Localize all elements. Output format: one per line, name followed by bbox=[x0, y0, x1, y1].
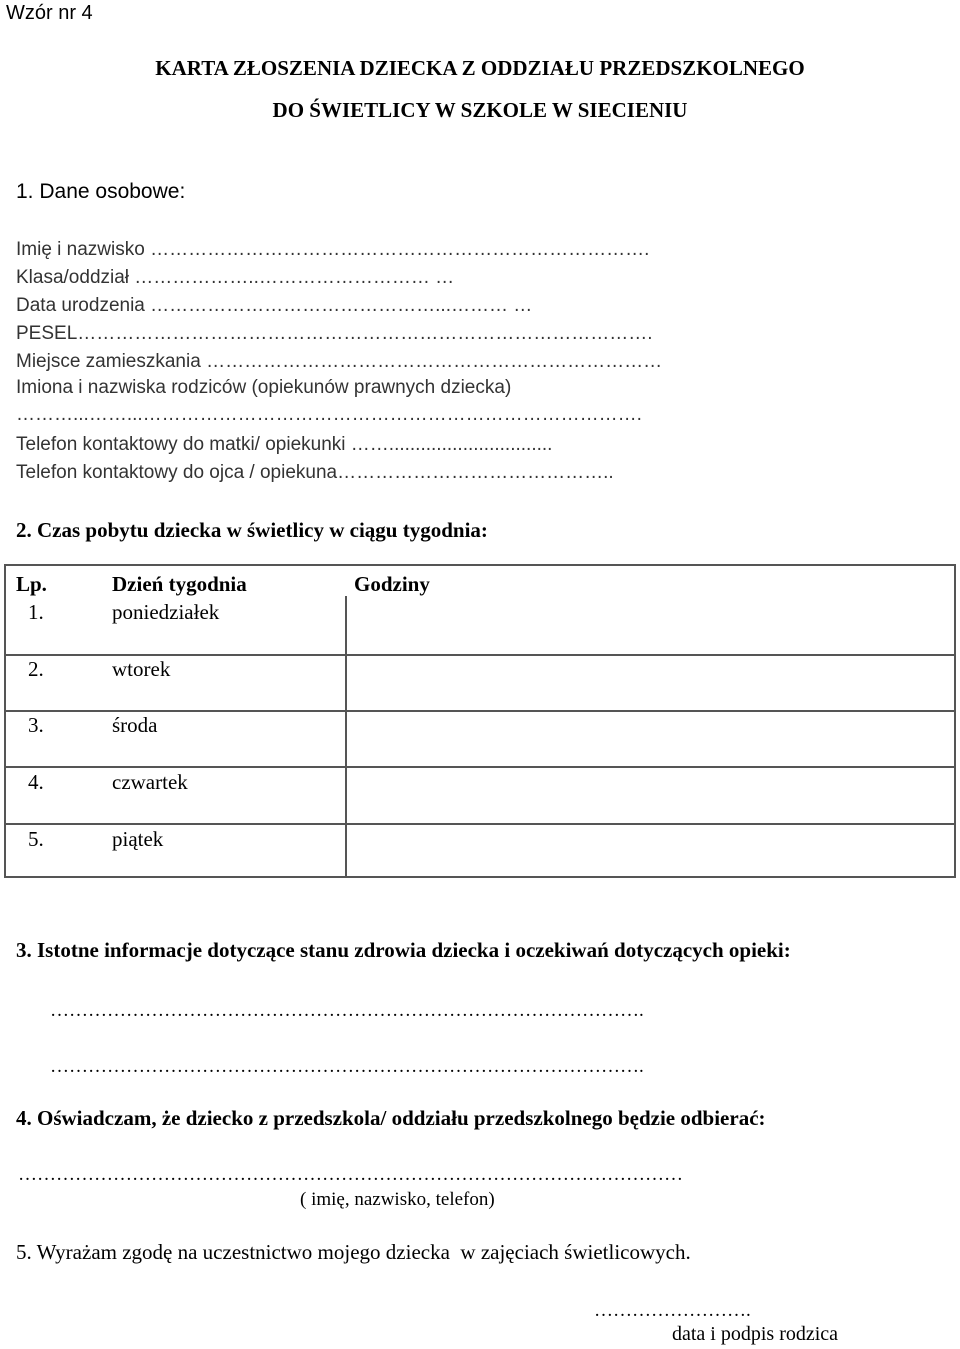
row-divider bbox=[6, 823, 954, 825]
row-divider bbox=[6, 710, 954, 712]
signature-line: ……………………. bbox=[594, 1300, 751, 1321]
section3-heading: 3. Istotne informacje dotyczące stanu zdrowia dziecka i oczekiwań dotyczących opieki: bbox=[16, 938, 791, 962]
schedule-table bbox=[4, 564, 956, 878]
field-pesel: PESEL………………………………………………………………………………. bbox=[16, 323, 653, 344]
row-divider bbox=[6, 766, 954, 768]
table-row-day: poniedziałek bbox=[112, 600, 220, 624]
pickup-person-line: …………………………………………………………………………………………… bbox=[18, 1164, 683, 1185]
table-row-day: wtorek bbox=[112, 657, 171, 681]
table-row-day: środa bbox=[112, 713, 158, 737]
table-row-day: piątek bbox=[112, 827, 164, 851]
section4-heading: 4. Oświadczam, że dziecko z przedszkola/ oddziału przedszkolnego będzie odbierać: bbox=[16, 1106, 766, 1130]
table-row-lp: 4. bbox=[28, 770, 44, 794]
column-header-lp: Lp. bbox=[16, 572, 47, 596]
field-class: Klasa/oddział ………………..……………………… … bbox=[16, 267, 455, 288]
section1-heading: 1. Dane osobowe: bbox=[16, 180, 186, 203]
table-row-lp: 1. bbox=[28, 600, 44, 624]
table-row-lp: 5. bbox=[28, 827, 44, 851]
field-birthdate: Data urodzenia ………………………………………...……… … bbox=[16, 295, 533, 316]
field-parents-label: Imiona i nazwiska rodziców (opiekunów prawnych dziecka) bbox=[16, 377, 512, 398]
signature-label: data i podpis rodzica bbox=[672, 1323, 839, 1345]
consent-statement: 5. Wyrażam zgodę na uczestnictwo mojego dziecka w zajęciach świetlicowych. bbox=[16, 1240, 691, 1264]
table-row-day: czwartek bbox=[112, 770, 188, 794]
pickup-person-caption: ( imię, nazwisko, telefon) bbox=[300, 1189, 495, 1210]
template-label: Wzór nr 4 bbox=[6, 2, 93, 24]
field-parents-line: ………...……...……………………………………………………………………. bbox=[16, 404, 642, 425]
table-row-lp: 2. bbox=[28, 657, 44, 681]
section2-heading: 2. Czas pobytu dziecka w świetlicy w ciągu tygodnia: bbox=[16, 518, 488, 542]
column-divider bbox=[345, 596, 347, 876]
row-divider bbox=[6, 654, 954, 656]
health-info-line1: …………………………………………………………………………………. bbox=[50, 1000, 644, 1021]
health-info-line2: …………………………………………………………………………………. bbox=[50, 1056, 644, 1077]
form-title-line2: DO ŚWIETLICY W SZKOLE W SIECIENIU bbox=[272, 98, 688, 122]
form-title-line1: KARTA ZŁOSZENIA DZIECKA Z ODDZIAŁU PRZEDSZKOLNEGO bbox=[155, 56, 805, 80]
field-father-phone: Telefon kontaktowy do ojca / opiekuna…………………………………….. bbox=[16, 462, 614, 483]
field-address: Miejsce zamieszkania ……………………………………………………………… bbox=[16, 351, 663, 372]
table-row-lp: 3. bbox=[28, 713, 44, 737]
column-header-day: Dzień tygodnia bbox=[112, 572, 247, 596]
field-name: Imię i nazwisko ……………………………………………………………………. bbox=[16, 239, 650, 260]
column-header-hours: Godziny bbox=[354, 572, 430, 596]
field-mother-phone: Telefon kontaktowy do matki/ opiekunki ……............................... bbox=[16, 434, 553, 455]
